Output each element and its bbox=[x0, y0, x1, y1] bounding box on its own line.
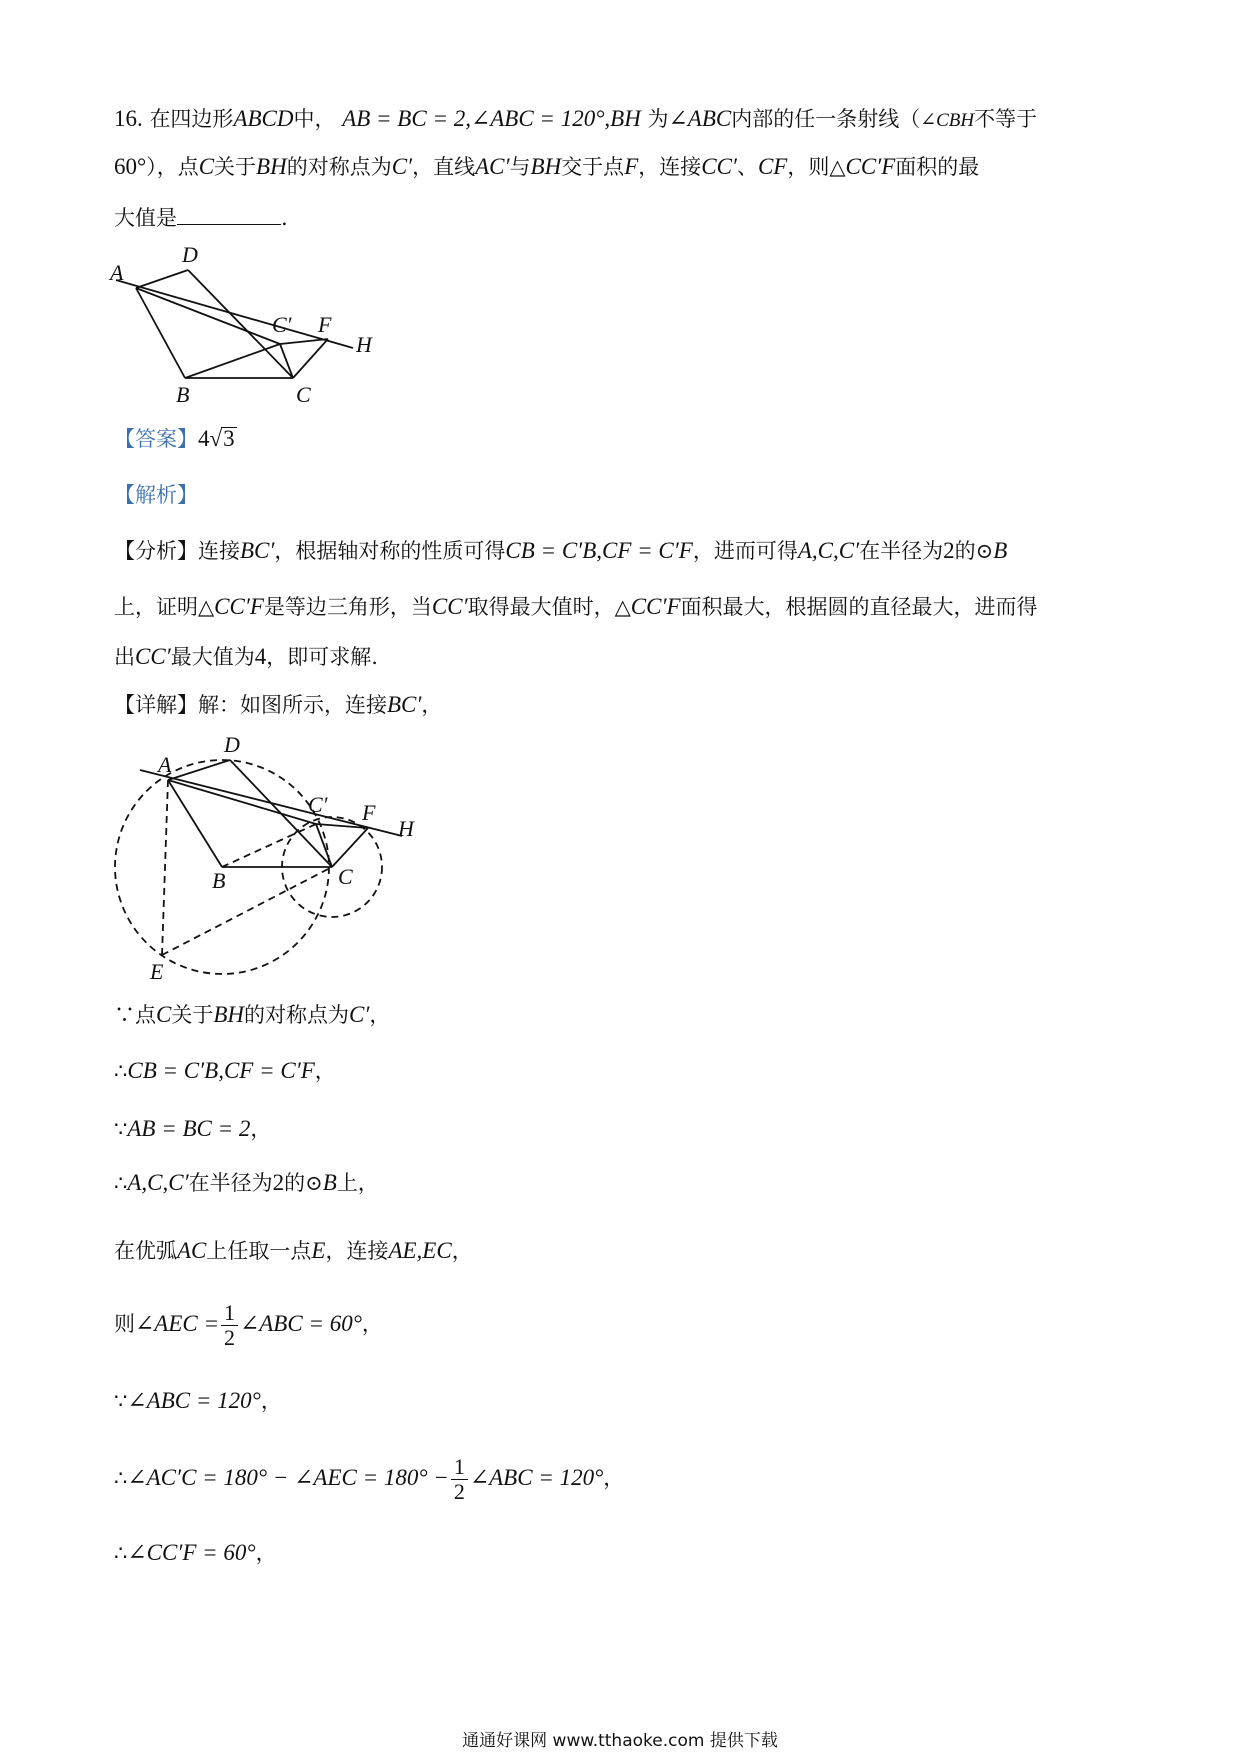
fig2-label-b: B bbox=[212, 868, 226, 893]
fig1-label-c2: C′ bbox=[272, 312, 292, 337]
step-1: ∵点C关于BH的对称点为C′， bbox=[114, 1002, 391, 1027]
fig1-label-c: C bbox=[296, 382, 311, 407]
fig2-label-h: H bbox=[398, 816, 414, 841]
fig2-label-e: E bbox=[150, 959, 164, 984]
step-4: ∴A,C,C′在半径为2的⊙B上， bbox=[114, 1170, 379, 1195]
figure-2-circle-construction bbox=[100, 728, 440, 990]
fig2-label-f: F bbox=[362, 800, 376, 825]
step-5: 在优弧AC上任取一点E，连接AE,EC， bbox=[114, 1238, 473, 1263]
fig1-label-f: F bbox=[318, 312, 332, 337]
answer-line: 【答案】4√3 bbox=[114, 426, 235, 451]
sqrt-sign: √ bbox=[209, 426, 223, 451]
fig2-label-d: D bbox=[224, 732, 240, 757]
fig2-seg-ae bbox=[162, 780, 168, 955]
step-7: ∵∠ABC = 120°， bbox=[114, 1388, 282, 1413]
answer-blank bbox=[177, 202, 281, 225]
figure-1-quadrilateral bbox=[100, 240, 400, 410]
problem-line-2: 60°），点C关于BH的对称点为C′，直线AC′与BH交于点F，连接CC′、CF，则△CC′F面积的最 bbox=[114, 154, 980, 179]
fraction-half: $\frac{1}{2}$ bbox=[221, 1301, 238, 1350]
fig1-label-h: H bbox=[356, 332, 372, 357]
analysis-line-2: 上，证明△CC′F是等边三角形，当CC′取得最大值时，△CC′F面积最大，根据圆的直径最大，进而得 bbox=[114, 594, 1038, 619]
fig2-label-a: A bbox=[158, 752, 172, 777]
fig2-seg-ec bbox=[162, 867, 332, 955]
step-8: ∴∠AC′C = 180° − ∠AEC = 180° − $\frac{1}{2}$ ∠ABC = 120°， bbox=[114, 1454, 625, 1504]
analysis-line-1: 【分析】连接BC′，根据轴对称的性质可得CB = C′B,CF = C′F，进而可得A,C,C′在半径为2的⊙B bbox=[114, 538, 1008, 563]
fig2-seg-cc2 bbox=[316, 824, 332, 867]
fig2-seg-cf bbox=[332, 828, 368, 867]
step-6: 则∠AEC = $\frac{1}{2}$ ∠ABC = 60°， bbox=[114, 1300, 383, 1350]
fig2-label-c: C bbox=[338, 864, 353, 889]
fig2-label-c2: C′ bbox=[308, 792, 328, 817]
fig1-seg-ad bbox=[136, 270, 188, 288]
fig2-seg-bc2 bbox=[222, 824, 316, 867]
fig1-label-b: B bbox=[176, 382, 190, 407]
fig1-seg-cf bbox=[293, 339, 328, 378]
step-2: ∴CB = C′B,CF = C′F， bbox=[114, 1058, 336, 1083]
fraction-half: $\frac{1}{2}$ bbox=[451, 1455, 468, 1504]
problem-line-3: 大值是 . bbox=[114, 202, 288, 233]
analysis-line-3: 出CC′最大值为4，即可求解. bbox=[114, 644, 378, 669]
step-9: ∴∠CC′F = 60°， bbox=[114, 1540, 277, 1565]
fig1-label-d: D bbox=[182, 242, 198, 267]
fig1-label-a: A bbox=[110, 260, 124, 285]
problem-line-1: 16. 在四边形ABCD中， AB = BC = 2,∠ABC = 120°,BH 为∠ABC内部的任一条射线（∠CBH不等于 bbox=[114, 106, 1038, 131]
page-footer: 通通好课网 www.tthaoke.com 提供下载 bbox=[462, 1731, 778, 1751]
fig1-seg-c2f bbox=[280, 339, 328, 344]
detail-line: 【详解】解：如图所示，连接BC′， bbox=[114, 692, 443, 717]
step-3: ∵AB = BC = 2， bbox=[114, 1116, 272, 1141]
fig1-seg-ab bbox=[136, 288, 185, 378]
fig1-seg-bc2 bbox=[185, 344, 280, 378]
analysis-heading: 【解析】 bbox=[114, 483, 198, 507]
fig1-seg-ac2 bbox=[136, 288, 280, 344]
fig1-seg-cc2 bbox=[280, 344, 293, 378]
